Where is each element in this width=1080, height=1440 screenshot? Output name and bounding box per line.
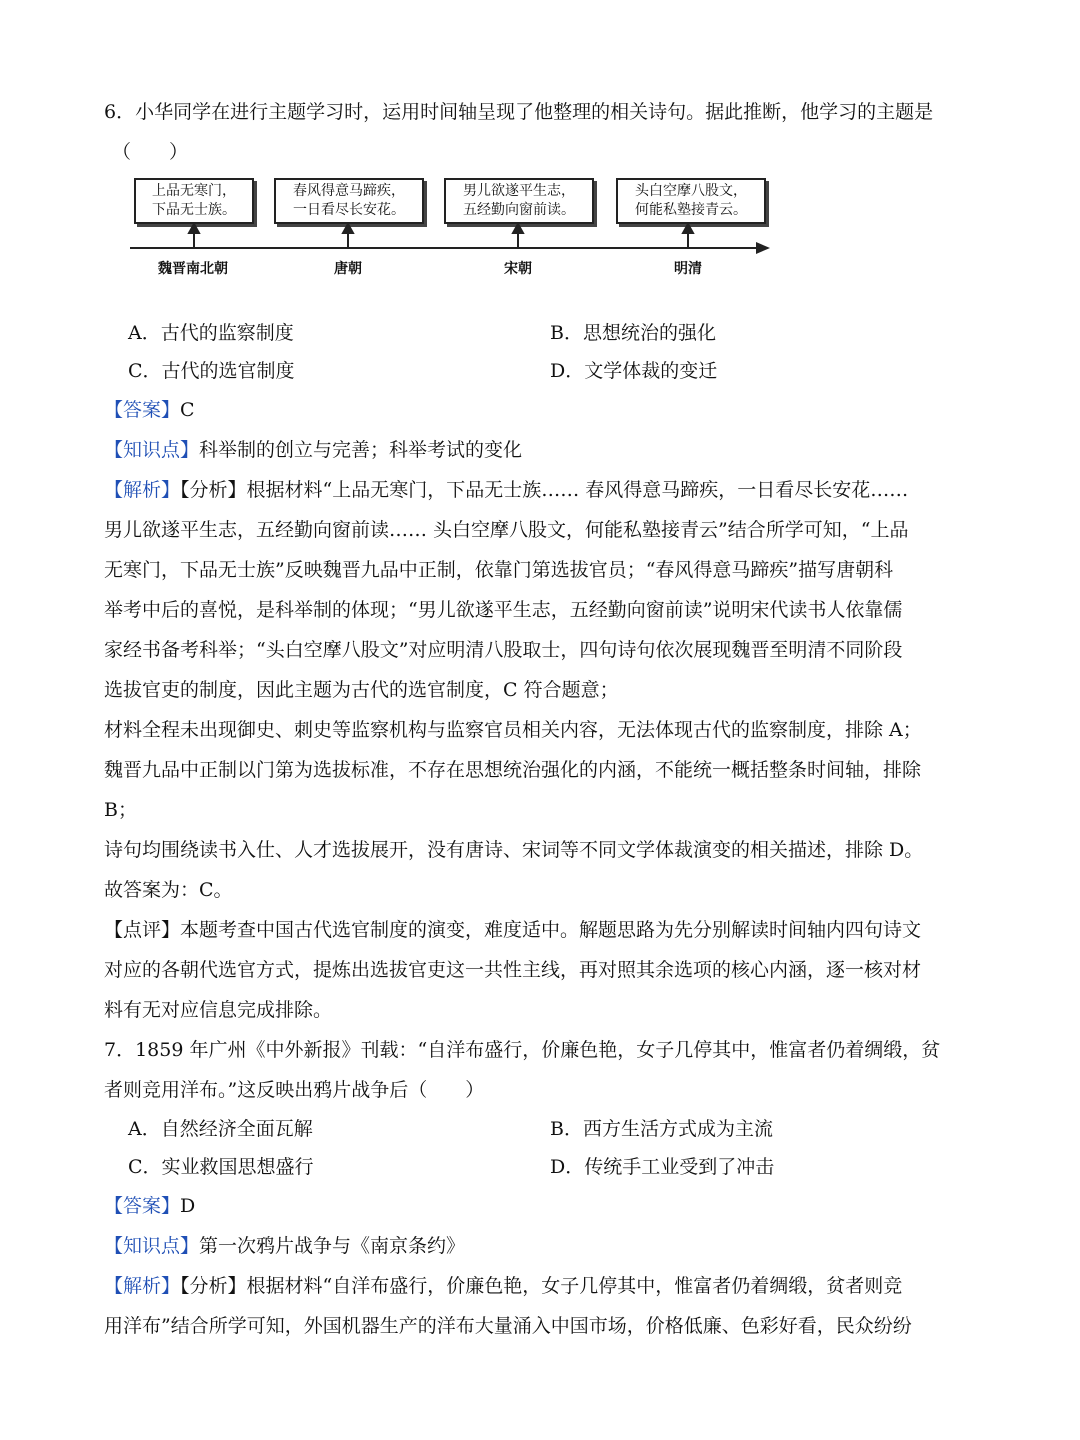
q6-comment-line [104, 910, 974, 950]
knowledge-tag: 【知识点】 [104, 439, 200, 461]
answer-tag: 【答案】 [104, 399, 181, 421]
timeline-box-line2: 何能私塾接青云。 [635, 202, 747, 218]
q7-knowledge-point [104, 1226, 974, 1266]
answer-value: D [180, 1195, 196, 1217]
timeline-box-line1: 头白空摩八股文， [635, 183, 747, 199]
q6-analysis-line: 举考中后的喜悦，是科举制的体现；“男儿欲遂平生志，五经勤向窗前读”说明宋代读书人依靠儒 [104, 599, 903, 621]
q6-analysis-line [104, 470, 974, 510]
q7-option-a: A．自然经济全面瓦解 [128, 1118, 313, 1140]
q6-analysis-line: 诗句均围绕读书入仕、人才选拔展开，没有唐诗、宋词等不同文学体裁演变的相关描述，排除 D。 [104, 839, 924, 861]
q6-stem-line2: （ ） [112, 141, 189, 163]
analysis-text: 根据材料“上品无寒门，下品无士族…… 春风得意马蹄疾，一日看尽长安花…… [246, 479, 909, 501]
timeline-era-label: 魏晋南北朝 [158, 261, 228, 277]
timeline-box-line2: 一日看尽长安花。 [293, 202, 405, 218]
q6-options-row2 [104, 352, 974, 390]
timeline-era-label: 宋朝 [504, 261, 532, 277]
q7-options-row1 [104, 1110, 974, 1148]
q6-answer [104, 390, 974, 430]
q6-options-row1 [104, 314, 974, 352]
q7-analysis-line [104, 1266, 974, 1306]
comment-tag: 【点评】 [104, 919, 181, 941]
q6-analysis-line: 无寒门，下品无士族”反映魏晋九品中正制，依靠门第选拔官员；“春风得意马蹄疾”描写唐朝科 [104, 559, 894, 581]
q7-option-c: C．实业救国思想盛行 [128, 1156, 314, 1178]
q6-analysis-line: 家经书备考科举；“头白空摩八股文”对应明清八股取士，四句诗句依次展现魏晋至明清不同阶段 [104, 639, 903, 661]
q7-analysis-line: 用洋布”结合所学可知，外国机器生产的洋布大量涌入中国市场，价格低廉、色彩好看，民众纷纷 [104, 1315, 912, 1337]
q6-option-c: C．古代的选官制度 [128, 360, 295, 382]
answer-tag: 【答案】 [104, 1195, 181, 1217]
timeline-figure [130, 170, 770, 285]
timeline-era-label: 唐朝 [334, 261, 362, 277]
q6-analysis-line: 材料全程未出现御史、刺史等监察机构与监察官员相关内容，无法体现古代的监察制度，排除 A； [104, 719, 922, 741]
analysis-subtag: 【分析】 [180, 479, 247, 501]
timeline-box-line2: 五经勤向窗前读。 [463, 202, 575, 218]
q7-stem-line1: 7．1859 年广州《中外新报》刊载：“自洋布盛行，价廉色艳，女子几停其中，惟富者仍着绸缎，贫 [104, 1039, 941, 1061]
q6-body [104, 314, 974, 1346]
q6-comment-line: 料有无对应信息完成排除。 [104, 999, 333, 1021]
knowledge-text: 科举制的创立与完善；科举考试的变化 [199, 439, 523, 461]
timeline-box-line1: 男儿欲遂平生志， [463, 183, 575, 199]
q7-options-row2 [104, 1148, 974, 1186]
q6-option-b: B．思想统治的强化 [550, 322, 716, 344]
q6-analysis-line: 故答案为：C。 [104, 879, 233, 901]
q6-analysis-line: 魏晋九品中正制以门第为选拔标准，不存在思想统治强化的内涵，不能统一概括整条时间轴，排除 [104, 759, 922, 781]
document-page [104, 92, 974, 172]
timeline-box-line1: 春风得意马蹄疾， [293, 183, 405, 199]
q7-stem-line2: 者则竞用洋布。”这反映出鸦片战争后（ ） [104, 1079, 485, 1101]
timeline-box-line1: 上品无寒门， [152, 183, 236, 199]
q6-stem-line1: 6．小华同学在进行主题学习时，运用时间轴呈现了他整理的相关诗句。据此推断，他学习的主题是 [104, 101, 934, 123]
timeline-arrow-head [756, 242, 770, 254]
analysis-tag: 【解析】 [104, 1275, 181, 1297]
q6-comment-line: 对应的各朝代选官方式，提炼出选拔官吏这一共性主线，再对照其余选项的核心内涵，逐一核对材 [104, 959, 922, 981]
q6-analysis-line: 男儿欲遂平生志，五经勤向窗前读…… 头白空摩八股文，何能私塾接青云”结合所学可知，“上品 [104, 519, 909, 541]
analysis-text: 根据材料“自洋布盛行，价廉色艳，女子几停其中，惟富者仍着绸缎，贫者则竞 [246, 1275, 903, 1297]
q6-analysis-line: B； [104, 799, 137, 821]
knowledge-tag: 【知识点】 [104, 1235, 200, 1257]
timeline-era-label: 明清 [674, 261, 702, 277]
comment-text: 本题考查中国古代选官制度的演变，难度适中。解题思路为先分别解读时间轴内四句诗文 [180, 919, 922, 941]
knowledge-text: 第一次鸦片战争与《南京条约》 [199, 1235, 466, 1257]
timeline-box-line2: 下品无士族。 [152, 202, 236, 218]
q6-analysis-line: 选拔官吏的制度，因此主题为古代的选官制度，C 符合题意； [104, 679, 619, 701]
q6-knowledge-point [104, 430, 974, 470]
analysis-subtag: 【分析】 [180, 1275, 247, 1297]
q6-option-a: A．古代的监察制度 [128, 322, 294, 344]
q6-option-d: D．文学体裁的变迁 [550, 360, 718, 382]
analysis-tag: 【解析】 [104, 479, 181, 501]
answer-value: C [180, 399, 195, 421]
q7-answer [104, 1186, 974, 1226]
q7-option-d: D．传统手工业受到了冲击 [550, 1156, 775, 1178]
q7-option-b: B．西方生活方式成为主流 [550, 1118, 773, 1140]
